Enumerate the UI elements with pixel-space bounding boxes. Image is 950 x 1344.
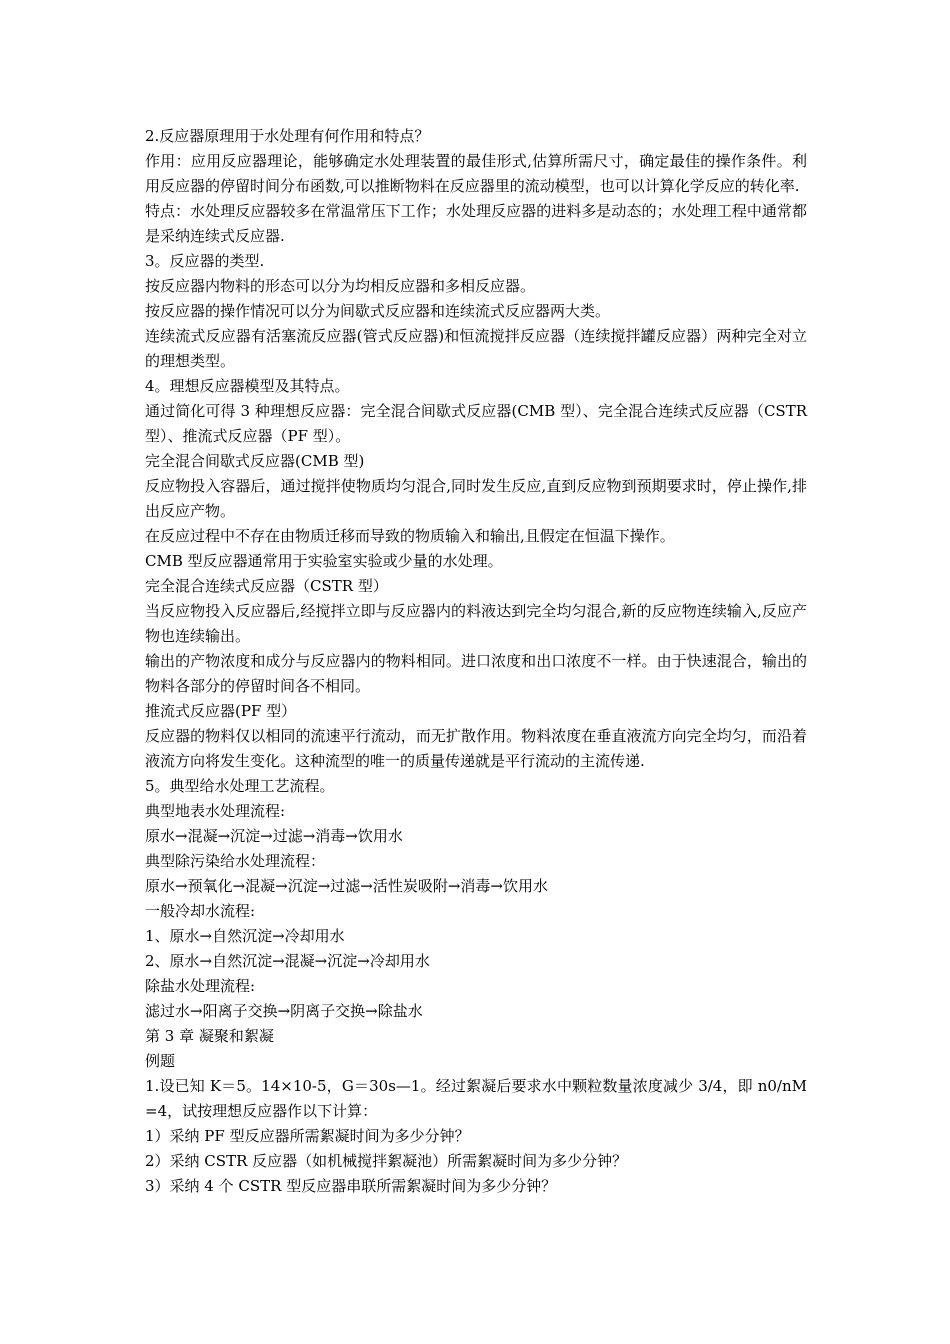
flow-line: 2、原水→自然沉淀→混凝→沉淀→冷却用水	[145, 952, 430, 970]
section-heading: 5。典型给水处理工艺流程。	[145, 777, 335, 795]
chapter-heading: 第 3 章 凝聚和絮凝	[145, 1027, 274, 1045]
paragraph: 按反应器内物料的形态可以分为均相反应器和多相反应器。	[145, 277, 536, 295]
paragraph: 反应器的物料仅以相同的流速平行流动，而无扩散作用。物料浓度在垂直液流方向完全均匀，而沿着液流方向将发生变化。这种流型的唯一的质量传递就是平行流动的主流传递.	[145, 727, 807, 770]
paragraph: 连续流式反应器有活塞流反应器(管式反应器)和恒流搅拌反应器（连续搅拌罐反应器）两种完全对立的理想类型。	[145, 327, 807, 370]
section-heading: 3。反应器的类型.	[145, 252, 265, 270]
question-heading: 2.反应器原理用于水处理有何作用和特点？	[145, 127, 430, 145]
flow-line: 1、原水→自然沉淀→冷却用水	[145, 927, 345, 945]
paragraph: 输出的产物浓度和成分与反应器内的物料相同。进口浓度和出口浓度不一样。由于快速混合，输出的物料各部分的停留时间各不相同。	[145, 652, 807, 695]
document-body	[145, 124, 807, 1199]
paragraph: CMB 型反应器通常用于实验室实验或少量的水处理。	[145, 552, 503, 570]
paragraph-function: 作用：应用反应器理论，能够确定水处理装置的最佳形式,估算所需尺寸，确定最佳的操作条件。利用反应器的停留时间分布函数,可以推断物料在反应器里的流动模型，也可以计算化学反应的转化率.	[145, 152, 807, 195]
flow-line: 滤过水→阳离子交换→阴离子交换→除盐水	[145, 1002, 423, 1020]
subsection-heading: 完全混合间歇式反应器(CMB 型)	[145, 452, 365, 470]
paragraph-features: 特点：水处理反应器较多在常温常压下工作；水处理反应器的进料多是动态的；水处理工程中通常都是采纳连续式反应器.	[145, 202, 807, 245]
flow-title: 典型地表水处理流程:	[145, 802, 286, 820]
example-heading: 例题	[145, 1052, 176, 1070]
example-question: 1）采纳 PF 型反应器所需絮凝时间为多少分钟？	[145, 1127, 470, 1145]
subsection-heading: 完全混合连续式反应器（CSTR 型）	[145, 577, 388, 595]
paragraph: 在反应过程中不存在由物质迁移而导致的物质输入和输出,且假定在恒温下操作。	[145, 527, 675, 545]
paragraph: 当反应物投入反应器后,经搅拌立即与反应器内的料液达到完全均匀混合,新的反应物连续输入,反应产物也连续输出。	[145, 602, 807, 645]
flow-line: 原水→混凝→沉淀→过滤→消毒→饮用水	[145, 827, 403, 845]
subsection-heading: 推流式反应器(PF 型）	[145, 702, 297, 720]
example-question: 2）采纳 CSTR 反应器（如机械搅拌絮凝池）所需絮凝时间为多少分钟？	[145, 1152, 628, 1170]
flow-title: 除盐水处理流程:	[145, 977, 256, 995]
flow-title: 典型除污染给水处理流程：	[145, 852, 326, 870]
paragraph: 按反应器的操作情况可以分为间歇式反应器和连续流式反应器两大类。	[145, 302, 611, 320]
paragraph: 反应物投入容器后，通过搅拌使物质均匀混合,同时发生反应,直到反应物到预期要求时，停止操作,排出反应产物。	[145, 477, 807, 520]
flow-line: 原水→预氧化→混凝→沉淀→过滤→活性炭吸附→消毒→饮用水	[145, 877, 548, 895]
paragraph: 通过简化可得 3 种理想反应器：完全混合间歇式反应器(CMB 型）、完全混合连续式反应器（CSTR 型）、推流式反应器（PF 型）。	[145, 402, 807, 445]
example-problem: 1.设已知 K＝5。14×10-5，G＝30s—1。经过絮凝后要求水中颗粒数量浓度减少 3/4，即 n0/nM=4，试按理想反应器作以下计算：	[145, 1077, 807, 1120]
example-question: 3）采纳 4 个 CSTR 型反应器串联所需絮凝时间为多少分钟？	[145, 1177, 557, 1195]
section-heading: 4。理想反应器模型及其特点。	[145, 377, 350, 395]
flow-title: 一般冷却水流程:	[145, 902, 256, 920]
